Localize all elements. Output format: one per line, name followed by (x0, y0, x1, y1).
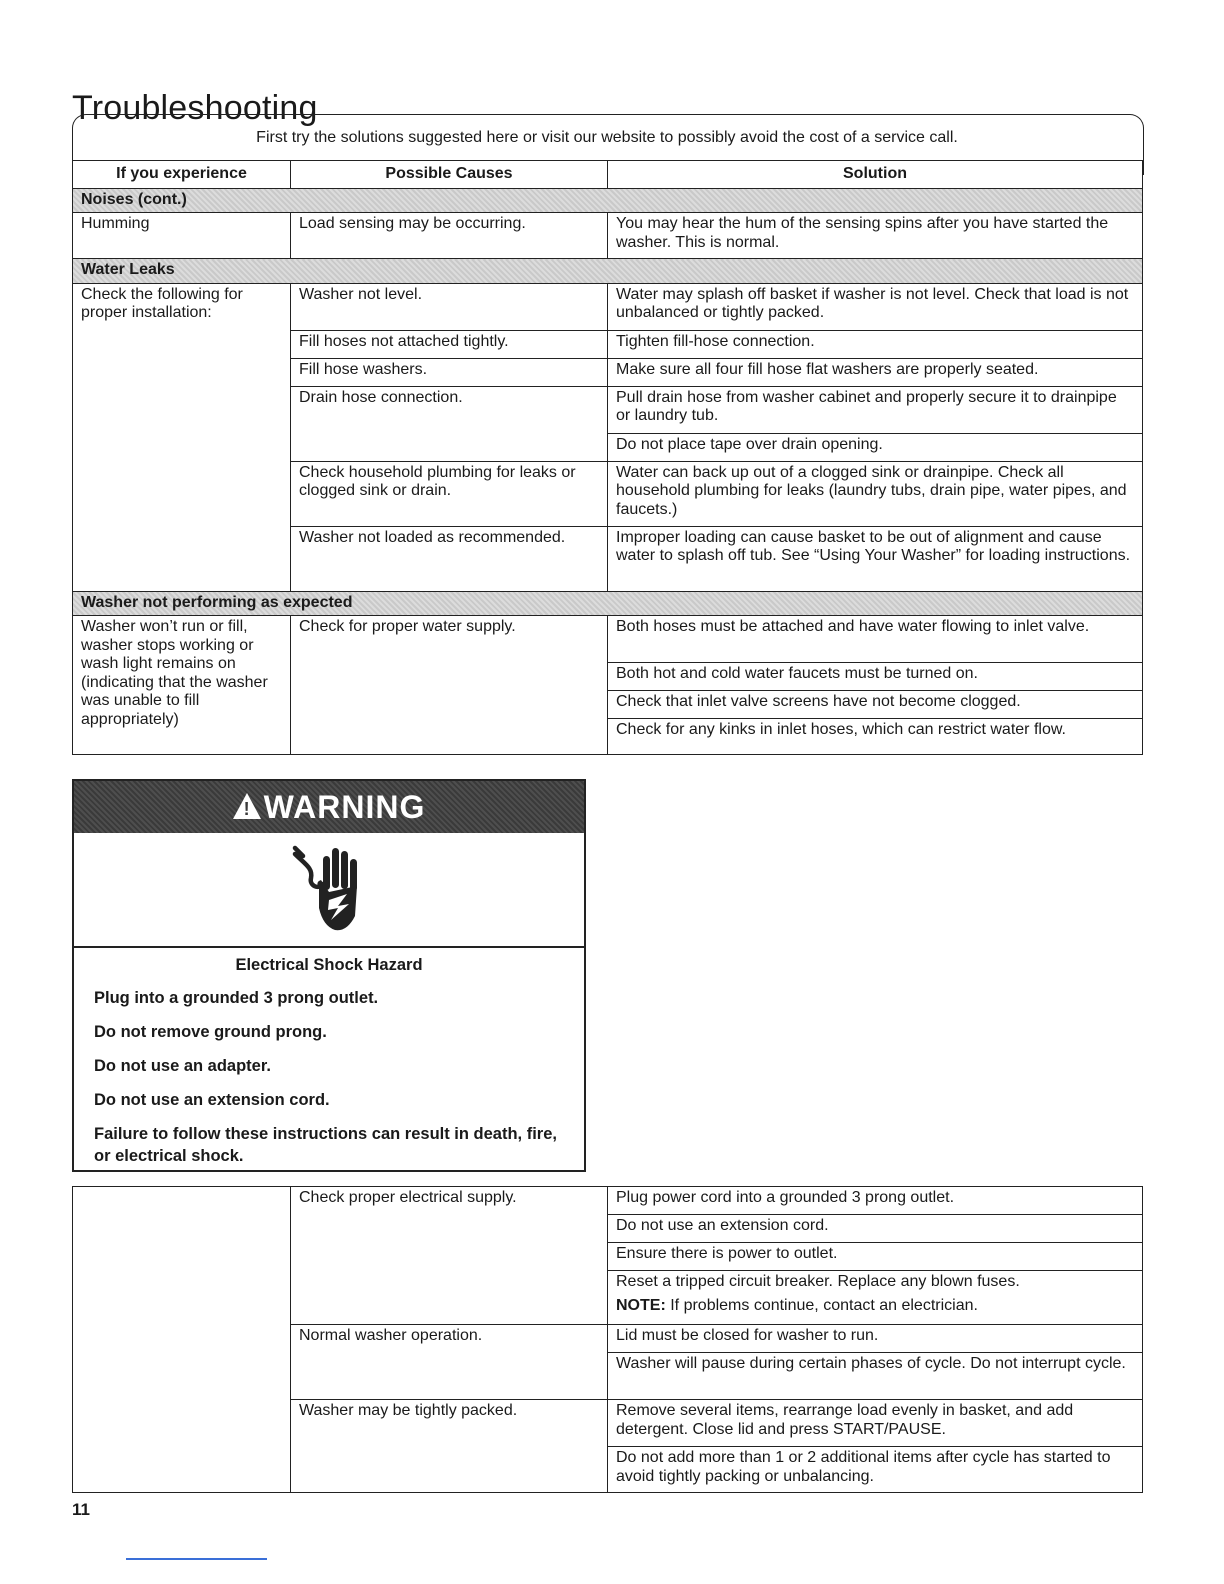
section-title: Noises (cont.) (73, 188, 1143, 213)
table-header-row (73, 161, 1143, 189)
solution-cell (608, 1271, 1143, 1325)
warning-line: Do not use an extension cord. (94, 1091, 330, 1109)
solution-cell: Improper loading can cause basket to be out of alignment and cause water to splash off tub. See “Using Your Washer” for loading instructions. (608, 526, 1143, 591)
solution-cell: Washer will pause during certain phases of cycle. Do not interrupt cycle. (608, 1353, 1143, 1400)
table-row (73, 283, 1143, 330)
troubleshooting-table (72, 160, 1143, 755)
solution-cell: Water can back up out of a clogged sink or drainpipe. Check all household plumbing for leaks (laundry tubs, drain pipe, water pipes, and faucets.) (608, 461, 1143, 526)
warning-box (72, 779, 586, 1172)
solution-cell: Do not add more than 1 or 2 additional items after cycle has started to avoid tightly packing or unbalancing. (608, 1447, 1143, 1493)
warning-triangle-icon (233, 793, 261, 819)
section-title: Water Leaks (73, 259, 1143, 284)
note-text: If problems continue, contact an electrician. (665, 1296, 978, 1314)
page-number: 11 (72, 1500, 90, 1519)
solution-cell: Plug power cord into a grounded 3 prong outlet. (608, 1187, 1143, 1215)
cause-cell: Load sensing may be occurring. (291, 213, 608, 259)
warning-text (74, 948, 584, 1167)
cause-cell: Washer may be tightly packed. (291, 1400, 608, 1493)
table-row (73, 213, 1143, 259)
cause-cell: Normal washer operation. (291, 1325, 608, 1400)
cause-cell: Washer not loaded as recommended. (291, 526, 608, 591)
solution-cell: Do not place tape over drain opening. (608, 433, 1143, 461)
warning-label: WARNING (263, 788, 426, 825)
header-experience: If you experience (73, 161, 291, 189)
warning-line: Do not remove ground prong. (94, 1023, 327, 1041)
section-title: Washer not performing as expected (73, 591, 1143, 616)
note (616, 1297, 1134, 1316)
intro-text: First try the solutions suggested here or visit our website to possibly avoid the cost of a service call. (256, 129, 958, 146)
solution-text: Reset a tripped circuit breaker. Replace any blown fuses. (616, 1273, 1020, 1290)
section-row-not-performing (73, 591, 1143, 616)
solution-cell: Both hot and cold water faucets must be turned on. (608, 663, 1143, 691)
experience-cell-empty (73, 1187, 291, 1493)
cause-cell: Check for proper water supply. (291, 616, 608, 755)
table-row (73, 616, 1143, 663)
cause-cell: Washer not level. (291, 283, 608, 330)
table-row (73, 1187, 1143, 1215)
note-label: NOTE: (616, 1296, 666, 1314)
solution-cell: Make sure all four fill hose flat washers are properly seated. (608, 358, 1143, 386)
cause-cell: Fill hoses not attached tightly. (291, 330, 608, 358)
warning-line: Do not use an adapter. (94, 1057, 271, 1075)
electrical-shock-hand-icon (289, 844, 369, 936)
experience-cell: Washer won’t run or fill, washer stops working or wash light remains on (indicating that the washer was unable to fill appropriately) (73, 616, 291, 755)
hazard-icon-area (74, 833, 584, 948)
solution-cell: Check that inlet valve screens have not become clogged. (608, 691, 1143, 719)
cause-cell: Check household plumbing for leaks or clogged sink or drain. (291, 461, 608, 526)
cause-cell: Check proper electrical supply. (291, 1187, 608, 1325)
section-row-noises (73, 188, 1143, 213)
solution-cell: Remove several items, rearrange load evenly in basket, and add detergent. Close lid and press START/PAUSE. (608, 1400, 1143, 1447)
solution-cell: Lid must be closed for washer to run. (608, 1325, 1143, 1353)
solution-cell: Pull drain hose from washer cabinet and properly secure it to drainpipe or laundry tub. (608, 386, 1143, 433)
solution-cell: Check for any kinks in inlet hoses, which can restrict water flow. (608, 719, 1143, 755)
cause-cell: Drain hose connection. (291, 386, 608, 461)
solution-cell: Tighten fill-hose connection. (608, 330, 1143, 358)
solution-cell: Both hoses must be attached and have water flowing to inlet valve. (608, 616, 1143, 663)
experience-cell: Humming (73, 213, 291, 259)
warning-line: Plug into a grounded 3 prong outlet. (94, 989, 379, 1007)
solution-cell: Water may splash off basket if washer is not level. Check that load is not unbalanced or tightly packed. (608, 283, 1143, 330)
experience-cell: Check the following for proper installation: (73, 283, 291, 591)
hazard-title: Electrical Shock Hazard (235, 956, 423, 974)
troubleshooting-table-continued (72, 1186, 1143, 1493)
solution-cell: Do not use an extension cord. (608, 1215, 1143, 1243)
warning-line: Failure to follow these instructions can result in death, fire, or electrical shock. (94, 1125, 557, 1165)
footer-divider (126, 1558, 267, 1560)
page-title: Troubleshooting (72, 88, 318, 127)
warning-symbol: ! (243, 799, 251, 819)
warning-header (74, 781, 584, 833)
section-row-water-leaks (73, 259, 1143, 284)
header-solution: Solution (608, 161, 1143, 189)
header-causes: Possible Causes (291, 161, 608, 189)
solution-cell: You may hear the hum of the sensing spins after you have started the washer. This is normal. (608, 213, 1143, 259)
solution-cell: Ensure there is power to outlet. (608, 1243, 1143, 1271)
cause-cell: Fill hose washers. (291, 358, 608, 386)
